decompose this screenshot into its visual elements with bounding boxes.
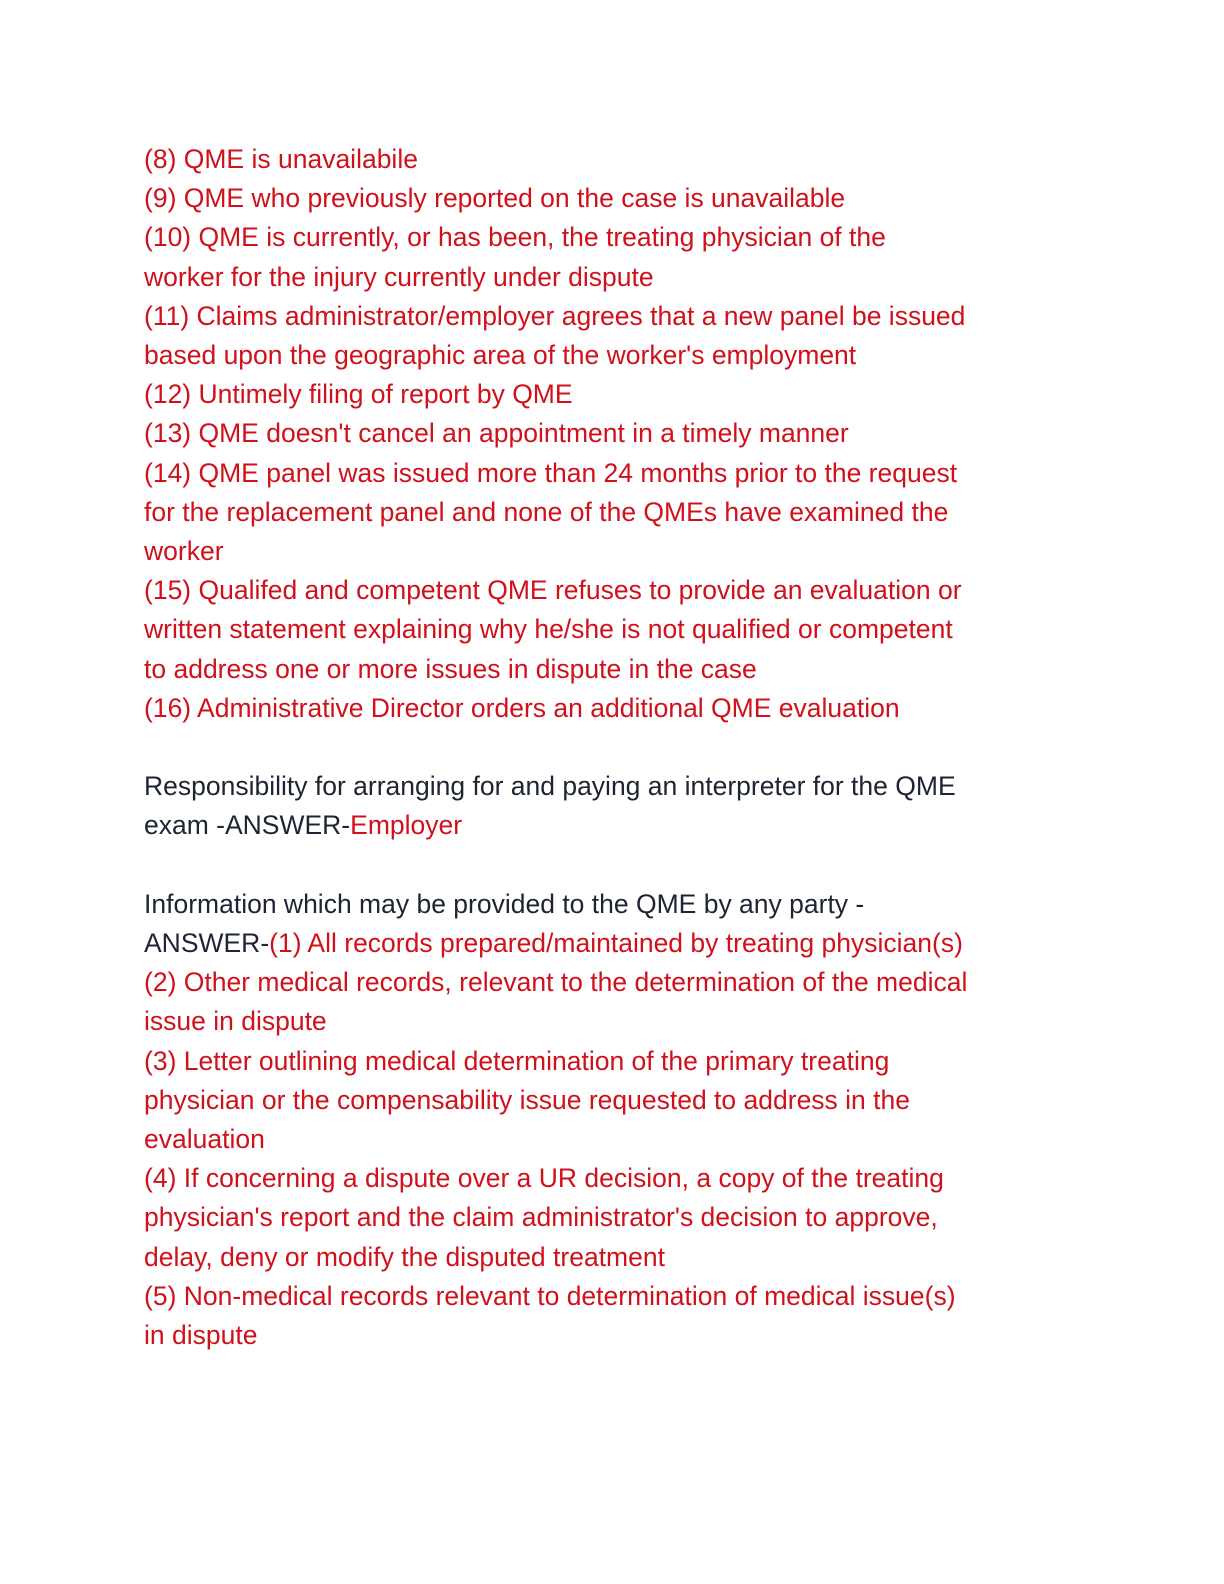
answer-line: (2) Other medical records, relevant to the determination of the medical [144,967,968,998]
question-answer-line [144,924,1084,963]
answer-line: delay, deny or modify the disputed treatment [144,1241,665,1272]
list-item: (13) QME doesn't cancel an appointment in a timely manner [144,418,849,449]
answer-text: Employer [350,810,463,841]
list-item: (8) QME is unavailabile [144,144,418,174]
list-item: to address one or more issues in dispute in the case [144,653,757,684]
question-answer-line [144,806,1084,845]
answer-line: physician or the compensability issue requested to address in the [144,1084,910,1115]
list-item: written statement explaining why he/she is not qualified or competent [144,614,953,645]
list-item: (16) Administrative Director orders an additional QME evaluation [144,692,900,723]
list-item: worker for the injury currently under dispute [144,261,654,292]
question-text: Responsibility for arranging for and paying an interpreter for the QME [144,771,956,802]
list-item: (12) Untimely filing of report by QME [144,379,573,410]
answer-text: (1) All records prepared/maintained by treating physician(s) [269,928,963,959]
qa-block-information [144,885,1084,1355]
answer-line: (3) Letter outlining medical determination of the primary treating [144,1045,890,1076]
question-text: ANSWER- [144,928,270,959]
paragraph-spacer [144,728,1084,767]
list-item: for the replacement panel and none of the QMEs have examined the [144,496,949,527]
qa-block-interpreter [144,767,1084,845]
list-item: worker [144,536,224,567]
list-item: (11) Claims administrator/employer agrees that a new panel be issued [144,300,966,331]
list-item: (9) QME who previously reported on the case is unavailable [144,183,846,214]
answer-line: in dispute [144,1320,258,1351]
answer-line: issue in dispute [144,1006,327,1037]
question-text: exam -ANSWER- [144,810,351,841]
answer-line: (5) Non-medical records relevant to determination of medical issue(s) [144,1280,956,1311]
list-item: (14) QME panel was issued more than 24 months prior to the request [144,457,958,488]
answer-line: (4) If concerning a dispute over a UR decision, a copy of the treating [144,1163,944,1194]
paragraph-spacer [144,846,1084,885]
answer-line: evaluation [144,1124,265,1155]
list-item: based upon the geographic area of the worker's employment [144,340,857,371]
answer-line: physician's report and the claim administrator's decision to approve, [144,1202,938,1233]
question-text: Information which may be provided to the QME by any party - [144,888,865,919]
document-page [144,140,1084,1355]
list-item: (15) Qualifed and competent QME refuses to provide an evaluation or [144,575,962,606]
list-item: (10) QME is currently, or has been, the treating physician of the [144,222,886,253]
continued-answer-list [144,140,1084,728]
